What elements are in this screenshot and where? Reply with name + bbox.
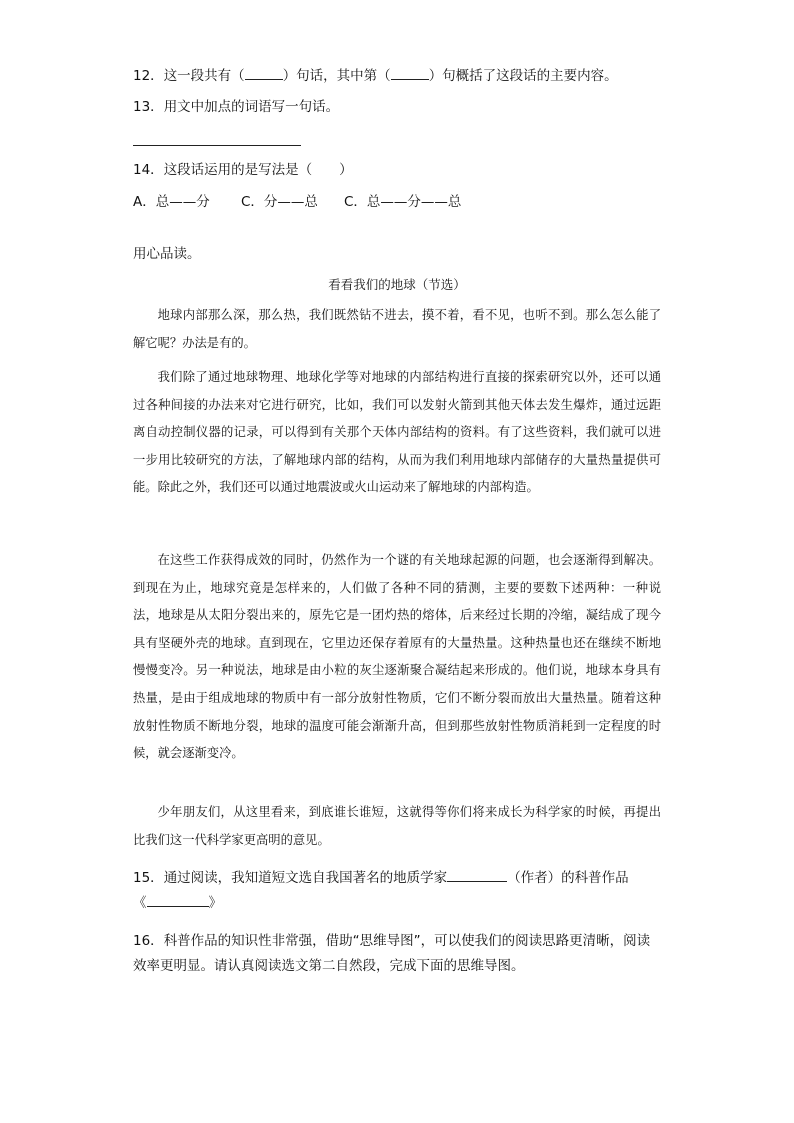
option-c-2[interactable]: C．总——分——总 [344, 194, 462, 210]
passage-paragraph-1: 地球内部那么深，那么热，我们既然钻不进去，摸不着，看不见，也听不到。那么怎么能了解它呢？办法是有的。 [133, 308, 661, 350]
passage-paragraph-3: 在这些工作获得成效的同时，仍然作为一个谜的有关地球起源的问题，也会逐渐得到解决。到现在为止，地球究竟是怎样来的，人们做了各种不同的猜测，主要的要数下述两种：一种说法，地球是从太阳分裂出来的，原先它是一团灼热的熔体，后来经过长期的冷缩，凝结成了现今具有坚硬外壳的地球。直到现在，它里边还保存着原有的大量热量。这种热量也还在继续不断地慢慢变冷。另一种说法，地球是由小粒的灰尘逐渐聚合凝结起来形成的。他们说，地球本身具有热量，是由于组成地球的物质中有一部分放射性物质，它们不断分裂而放出大量热量。随着这种放射性物质不断地分裂，地球的温度可能会渐渐升高，但到那些放射性物质消耗到一定程度的时候，就会逐渐变冷。 [133, 553, 661, 761]
question-12-text-2: ）句话，其中第（ [282, 68, 391, 84]
question-16 [133, 929, 663, 979]
question-16-number: 16． [133, 933, 164, 949]
answer-blank-author[interactable] [447, 867, 507, 882]
question-12-text-1: 这一段共有（ [163, 68, 245, 84]
passage-paragraph-4: 少年朋友们，从这里看来，到底谁长谁短，这就得等你们将来成长为科学家的时候，再提出比我们这一代科学家更高明的意见。 [133, 805, 661, 847]
passage-paragraph-2: 我们除了通过地球物理、地球化学等对地球的内部结构进行直接的探索研究以外，还可以通过各种间接的办法来对它进行研究，比如，我们可以发射火箭到其他天体去发生爆炸，通过远距离自动控制仪器的记录，可以得到有关那个天体内部结构的资料。有了这些资料，我们就可以进一步用比较研究的方法，了解地球内部的结构，从而为我们利用地球内部储存的大量热量提供可能。除此之外，我们还可以通过地震波或火山运动来了解地球的内部构造。 [133, 370, 661, 495]
question-12-number: 12． [133, 68, 164, 84]
question-14-options [133, 192, 461, 212]
question-13-number: 13． [133, 99, 164, 115]
question-15 [133, 866, 663, 916]
question-12 [133, 65, 618, 86]
question-14-text: 这段话运用的是写法是（ ） [163, 162, 353, 178]
book-title-close: 》 [208, 895, 222, 911]
answer-line-sentence[interactable] [133, 145, 301, 146]
question-16-text: 科普作品的知识性非常强，借助“思维导图”，可以使我们的阅读思路更清晰，阅读效率更明显。请认真阅读选文第二自然段，完成下面的思维导图。 [133, 933, 651, 974]
section-heading: 用心品读。 [133, 246, 201, 262]
option-a[interactable]: A．总——分 [133, 194, 210, 210]
passage-title: 看看我们的地球（节选） [328, 277, 466, 292]
question-15-text-2: （作者）的科普作品 [507, 870, 629, 886]
answer-blank-book-title[interactable] [147, 892, 209, 907]
answer-blank-main-sentence[interactable] [391, 65, 429, 80]
question-15-text-1: 通过阅读，我知道短文选自我国著名的地质学家 [163, 870, 448, 886]
question-13-text: 用文中加点的词语写一句话。 [163, 99, 340, 115]
question-14 [133, 160, 353, 180]
question-14-number: 14． [133, 162, 164, 178]
question-15-number: 15． [133, 870, 164, 886]
question-13 [133, 97, 339, 117]
option-c-1[interactable]: C．分——总 [241, 194, 318, 210]
book-title-open: 《 [133, 895, 147, 911]
question-12-text-3: ）句概括了这段话的主要内容。 [428, 68, 618, 84]
answer-blank-sentence-count[interactable] [245, 65, 283, 80]
